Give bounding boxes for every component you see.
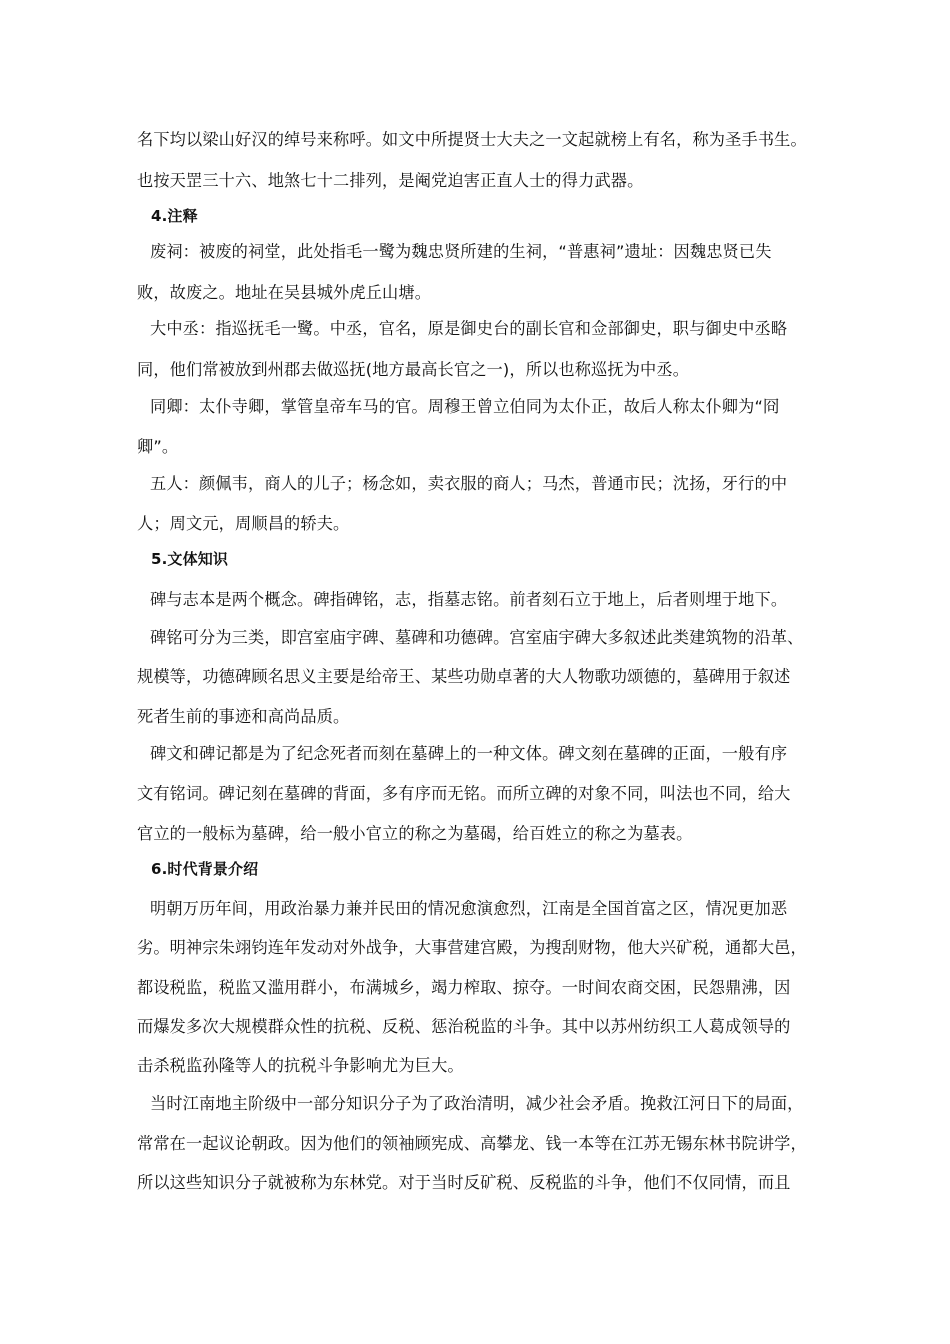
text-line: 而爆发多次大规模群众性的抗税、反税、惩治税监的斗争。其中以苏州纺织工人葛成领导的 <box>137 1017 791 1036</box>
text-line: 败，故废之。地址在吴县城外虎丘山塘。 <box>137 283 432 302</box>
text-line: 规模等，功德碑顾名思义主要是给帝王、某些功勋卓著的大人物歌功颂德的，墓碑用于叙述 <box>137 667 791 686</box>
text-line: 碑与志本是两个概念。碑指碑铭，志，指墓志铭。前者刻石立于地上，后者则埋于地下。 <box>150 590 788 609</box>
text-line: 同，他们常被放到州郡去做巡抚(地方最高长官之一)，所以也称巡抚为中丞。 <box>137 360 690 379</box>
text-line: 死者生前的事迹和高尚品质。 <box>137 707 350 726</box>
text-line: 也按天罡三十六、地煞七十二排列，是阉党迫害正直人士的得力武器。 <box>137 171 644 190</box>
text-line: 同卿：太仆寺卿，掌管皇帝车马的官。周穆王曾立伯同为太仆正，故后人称太仆卿为“冏 <box>150 397 780 416</box>
section-heading: 5.文体知识 <box>151 550 229 568</box>
text-line: 碑铭可分为三类，即宫室庙宇碑、墓碑和功德碑。宫室庙宇碑大多叙述此类建筑物的沿革、 <box>150 628 804 647</box>
text-line: 人；周文元，周顺昌的轿夫。 <box>137 514 350 533</box>
text-line: 所以这些知识分子就被称为东林党。对于当时反矿税、反税监的斗争，他们不仅同情，而且 <box>137 1173 791 1192</box>
section-heading: 4.注释 <box>151 207 198 225</box>
section-heading: 6.时代背景介绍 <box>151 860 259 878</box>
text-line: 大中丞：指巡抚毛一鹭。中丞，官名，原是御史台的副长官和佥部御史，职与御史中丞略 <box>150 319 788 338</box>
text-line: 常常在一起议论朝政。因为他们的领袖顾宪成、高攀龙、钱一本等在江苏无锡东林书院讲学， <box>137 1134 807 1153</box>
text-line: 官立的一般标为墓碑，给一般小官立的称之为墓碣，给百姓立的称之为墓表。 <box>137 824 693 843</box>
text-line: 劣。明神宗朱翊钧连年发动对外战争，大事营建宫殿，为搜刮财物，他大兴矿税，通都大邑， <box>137 938 807 957</box>
text-line: 碑文和碑记都是为了纪念死者而刻在墓碑上的一种文体。碑文刻在墓碑的正面，一般有序 <box>150 744 788 763</box>
text-line: 当时江南地主阶级中一部分知识分子为了政治清明，减少社会矛盾。挽救江河日下的局面， <box>150 1094 804 1113</box>
text-line: 都设税监，税监又滥用群小，布满城乡，竭力榨取、掠夺。一时间农商交困，民怨鼎沸，因 <box>137 978 791 997</box>
text-line: 废祠：被废的祠堂，此处指毛一鹭为魏忠贤所建的生祠，“普惠祠”遗址：因魏忠贤已失 <box>150 242 772 261</box>
text-line: 文有铭词。碑记刻在墓碑的背面，多有序而无铭。而所立碑的对象不同，叫法也不同，给大 <box>137 784 791 803</box>
text-line: 明朝万历年间，用政治暴力兼并民田的情况愈演愈烈，江南是全国首富之区，情况更加恶 <box>150 899 788 918</box>
text-line: 卿”。 <box>137 437 179 456</box>
text-line: 击杀税监孙隆等人的抗税斗争影响尤为巨大。 <box>137 1056 464 1075</box>
text-line: 五人：颜佩韦，商人的儿子；杨念如，卖衣服的商人；马杰，普通市民；沈扬，牙行的中 <box>150 474 788 493</box>
text-line: 名下均以梁山好汉的绰号来称呼。如文中所提贤士大夫之一文起就榜上有名，称为圣手书生。 <box>137 130 807 149</box>
